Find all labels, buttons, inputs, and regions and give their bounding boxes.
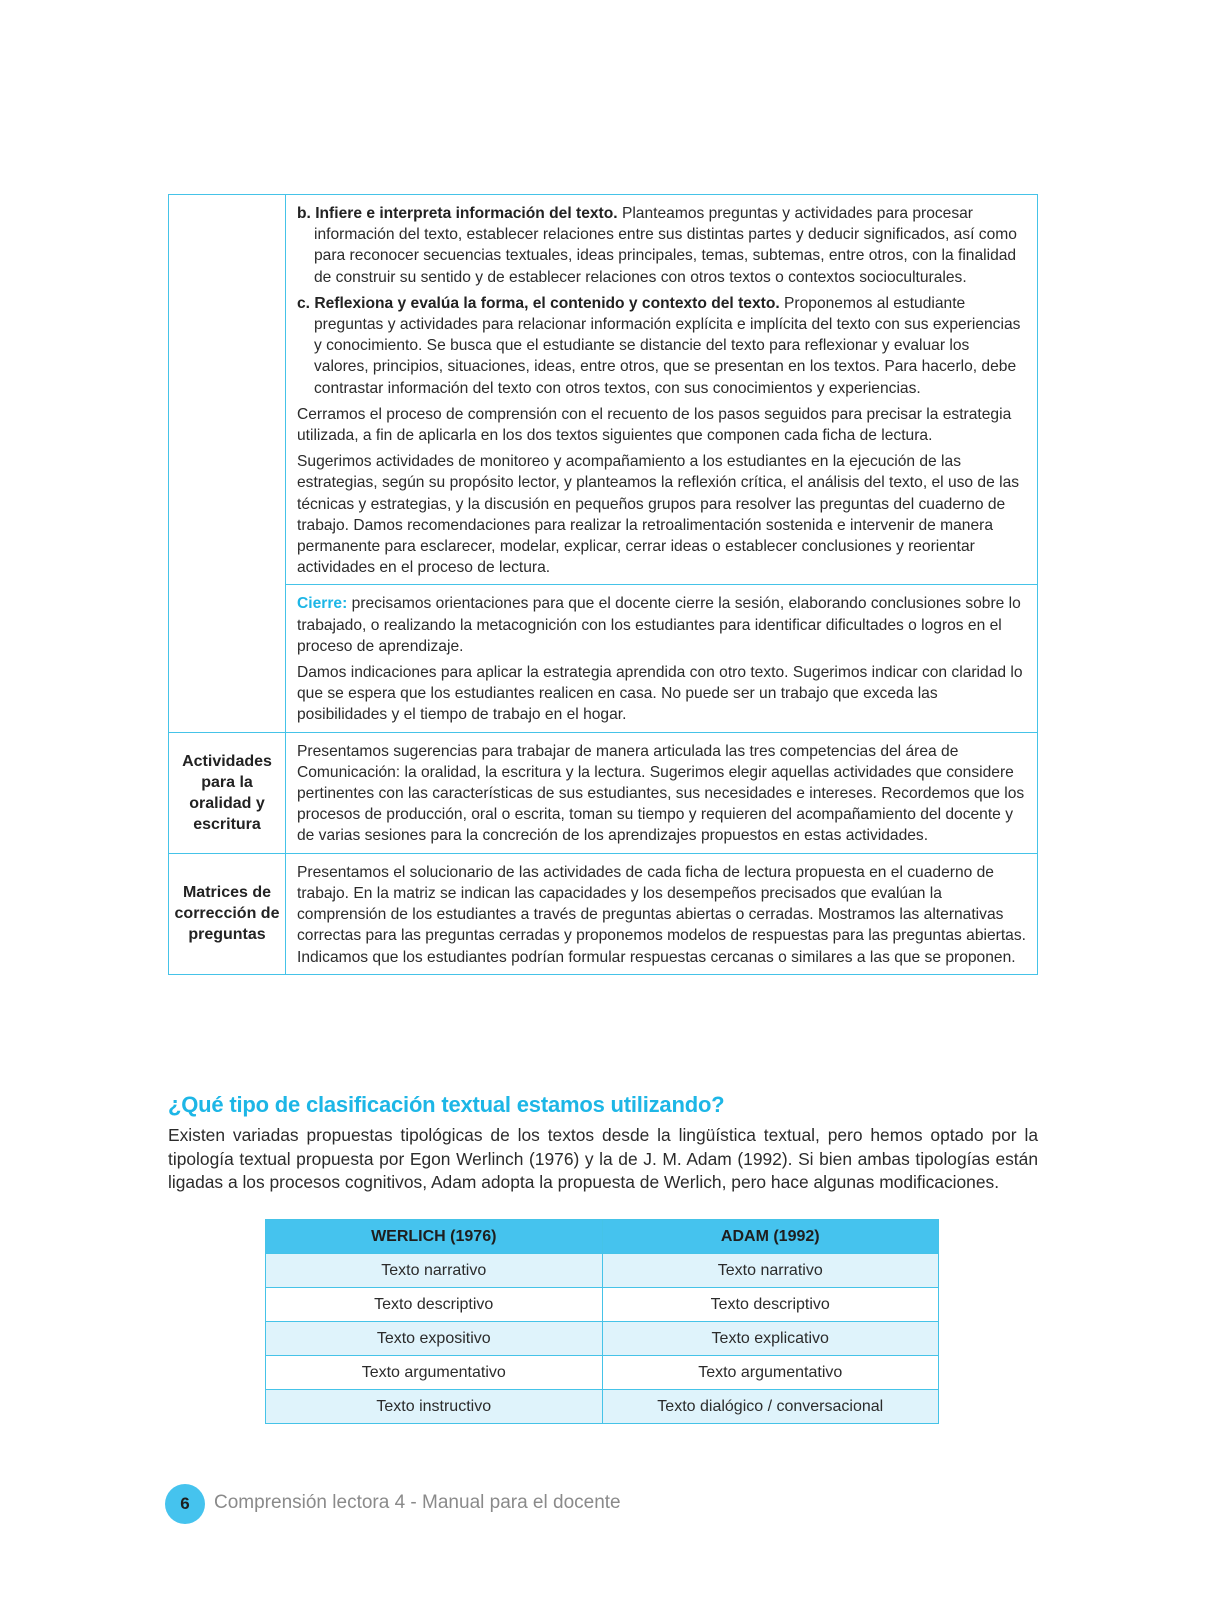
strategy-table: [168, 194, 1038, 975]
footer-title: Comprensión lectora 4 - Manual para el docente: [214, 1492, 621, 1513]
row-label-actividades: Actividades para la oralidad y escritura: [169, 732, 286, 853]
section-heading: ¿Qué tipo de clasificación textual estamos utilizando?: [168, 1092, 725, 1117]
table-row: [266, 1288, 939, 1322]
item-text: Proponemos al estudiante preguntas y actividades para relacionar información explícita e implícita del texto con sus experiencias y conocimiento. Se busca que el estudiante se distancie del texto para reflexionar y evaluar los valores, principios, situaciones, ideas, entre otros, que se presentan en los textos. Para hacerlo, debe contrastar información del texto con otros textos, con sus conocimientos y experiencias.: [314, 294, 1021, 397]
paragraph-cierre: [297, 593, 1026, 657]
item-title: b. Infiere e interpreta información del texto.: [297, 205, 618, 222]
matrices-cell: [286, 853, 1038, 974]
paragraph-sugerimos: Sugerimos actividades de monitoreo y acompañamiento a los estudiantes en la ejecución de las estrategias, según su propósito lector, y planteamos la reflexión crítica, el análisis del texto, el uso de las técnicas y estrategias, y la discusión en pequeños grupos para resolver las preguntas del cuaderno de trabajo. Damos recomendaciones para realizar la retroalimentación sostenida e intervenir de manera permanente para esclarecer, modelar, explicar, cerrar ideas o establecer conclusiones y reorientar actividades en el proceso de lectura.: [297, 453, 1020, 577]
paragraph-cerramos: Cerramos el proceso de comprensión con el recuento de los pasos seguidos para precisar la estrategia utilizada, a fin de aplicarla en los dos textos siguientes que componen cada ficha de lectura.: [297, 405, 1012, 445]
section-paragraph: Existen variadas propuestas tipológicas de los textos desde la lingüística textual, pero hemos optado por la tipología textual propuesta por Egon Werlinch (1976) y la de J. M. Adam (1992). Si bien ambas tipologías están ligadas a los procesos cognitivos, Adam adopta la propuesta de Werlich, pero hace algunas modificaciones.: [168, 1125, 1038, 1192]
item-title: c. Reflexiona y evalúa la forma, el contenido y contexto del texto.: [297, 294, 780, 312]
item-text: Planteamos preguntas y actividades para procesar información del texto, establecer relaciones entre sus distintas partes y deducir significados, así como para reconocer secuencias textuales, ideas principales, temas, subtemas, entre otros, con la finalidad de construir su sentido y de establecer relaciones con otros textos o contextos socioculturales.: [314, 205, 1017, 286]
table-cell: Texto descriptivo: [266, 1288, 603, 1322]
table-cell: Texto descriptivo: [602, 1288, 939, 1322]
table-row: [169, 585, 1038, 732]
cierre-label: Cierre:: [297, 595, 348, 613]
table-cell: Texto expositivo: [266, 1322, 603, 1356]
table-cell: Texto narrativo: [602, 1254, 939, 1288]
table-row: [266, 1356, 939, 1390]
procesos-cell: [286, 195, 1038, 585]
table-cell: Texto argumentativo: [602, 1356, 939, 1390]
table-row: [169, 195, 1038, 585]
paragraph-indicaciones: Damos indicaciones para aplicar la estrategia aprendida con otro texto. Sugerimos indicar con claridad lo que se espera que los estudiantes realicen en casa. No puede ser un trabajo que exceda las posibilidades y el tiempo de trabajo en el hogar.: [297, 664, 1023, 724]
list-item-reflexiona: [297, 293, 1026, 399]
table-cell: Texto argumentativo: [266, 1356, 603, 1390]
table-header-row: [266, 1220, 939, 1254]
table-row: [266, 1254, 939, 1288]
row-label-empty: [169, 195, 286, 733]
table-row: [169, 853, 1038, 974]
typology-table: [265, 1219, 939, 1424]
table-row: [169, 732, 1038, 853]
table-cell: Texto dialógico / conversacional: [602, 1390, 939, 1424]
table-cell: Texto instructivo: [266, 1390, 603, 1424]
cierre-text: precisamos orientaciones para que el docente cierre la sesión, elaborando conclusiones sobre lo trabajado, o realizando la metacognición con los estudiantes para identificar dificultades o logros en el proceso de aprendizaje.: [297, 595, 1021, 655]
row-label-matrices: Matrices de corrección de preguntas: [169, 853, 286, 974]
table-cell: Texto explicativo: [602, 1322, 939, 1356]
column-header-adam: ADAM (1992): [602, 1220, 939, 1254]
table-row: [266, 1322, 939, 1356]
page-number-badge: 6: [165, 1484, 205, 1524]
paragraph-actividades: Presentamos sugerencias para trabajar de manera articulada las tres competencias del área de Comunicación: la oralidad, la escritura y la lectura. Sugerimos elegir aquellas actividades que considere pertinentes con las características de sus estudiantes, sus necesidades e intereses. Recordemos que los procesos de producción, oral o escrita, toman su tiempo y requieren del acompañamiento del docente y de varias sesiones para la concreción de los aprendizajes propuestos en estas actividades.: [297, 742, 1025, 845]
list-item-infiere: [297, 203, 1026, 288]
column-header-werlich: WERLICH (1976): [266, 1220, 603, 1254]
cierre-cell: [286, 585, 1038, 732]
actividades-cell: [286, 732, 1038, 853]
table-cell: Texto narrativo: [266, 1254, 603, 1288]
table-row: [266, 1390, 939, 1424]
paragraph-matrices: Presentamos el solucionario de las actividades de cada ficha de lectura propuesta en el cuaderno de trabajo. En la matriz se indican las capacidades y los desempeños precisados que evalúan la comprensión de los estudiantes a través de preguntas abiertas o cerradas. Mostramos las alternativas correctas para las preguntas cerradas y proponemos modelos de respuestas para las preguntas abiertas. Indicamos que los estudiantes podrían formular respuestas cercanas o similares a las que se proponen.: [297, 863, 1026, 966]
